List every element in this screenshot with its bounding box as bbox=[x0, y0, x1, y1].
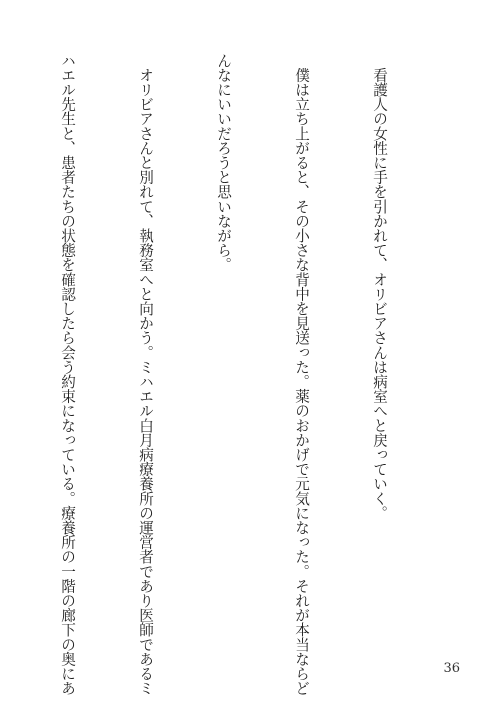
text-line: ハエル先生と、患者たちの状態を確認したら会う約束になっている。療養所の一階の廊下の奥にあ bbox=[59, 53, 76, 696]
text-line: オリビアさんと別れて、執務室へと向かう。ミハエル白月病療養所の運営者であり医師であるミ bbox=[137, 53, 154, 696]
text-line: んなにいいだろうと思いながら。 bbox=[215, 53, 232, 272]
body-text bbox=[0, 53, 444, 696]
text-line bbox=[0, 53, 2, 613]
text-line: 看護人の女性に手を引かれて、オリビアさんは病室へと戻っていく。 bbox=[371, 53, 388, 521]
text-line: 僕は立ち上がると、その小さな背中を見送った。薬のおかげで元気になった。それが本当ならど bbox=[293, 53, 310, 696]
page-number: 36 bbox=[443, 661, 460, 676]
